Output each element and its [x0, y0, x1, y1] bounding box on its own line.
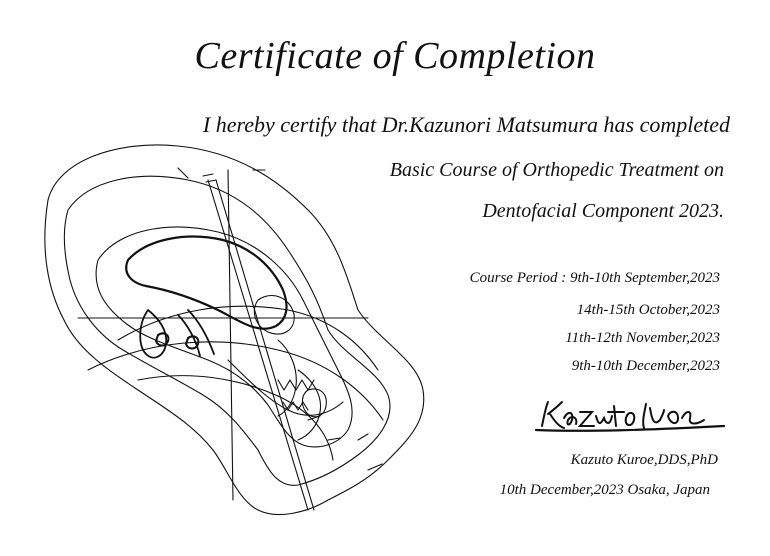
course-period-2: 14th-15th October,2023	[576, 302, 720, 318]
course-period-4: 9th-10th December,2023	[571, 358, 720, 374]
signature-image	[528, 396, 728, 438]
course-period-1: Course Period : 9th-10th September,2023	[469, 270, 720, 286]
course-name-line2: Dentofacial Component 2023.	[482, 200, 724, 222]
issue-date-place: 10th December,2023 Osaka, Japan	[499, 482, 710, 498]
skull-tracing-illustration	[28, 140, 448, 540]
signer-name: Kazuto Kuroe,DDS,PhD	[570, 452, 718, 468]
certificate-title: Certificate of Completion	[194, 35, 596, 77]
certify-statement: I hereby certify that Dr.Kazunori Matsumura has completed	[202, 112, 730, 137]
course-name-line1: Basic Course of Orthopedic Treatment on	[389, 159, 724, 181]
course-period-3: 11th-12th November,2023	[565, 330, 720, 346]
